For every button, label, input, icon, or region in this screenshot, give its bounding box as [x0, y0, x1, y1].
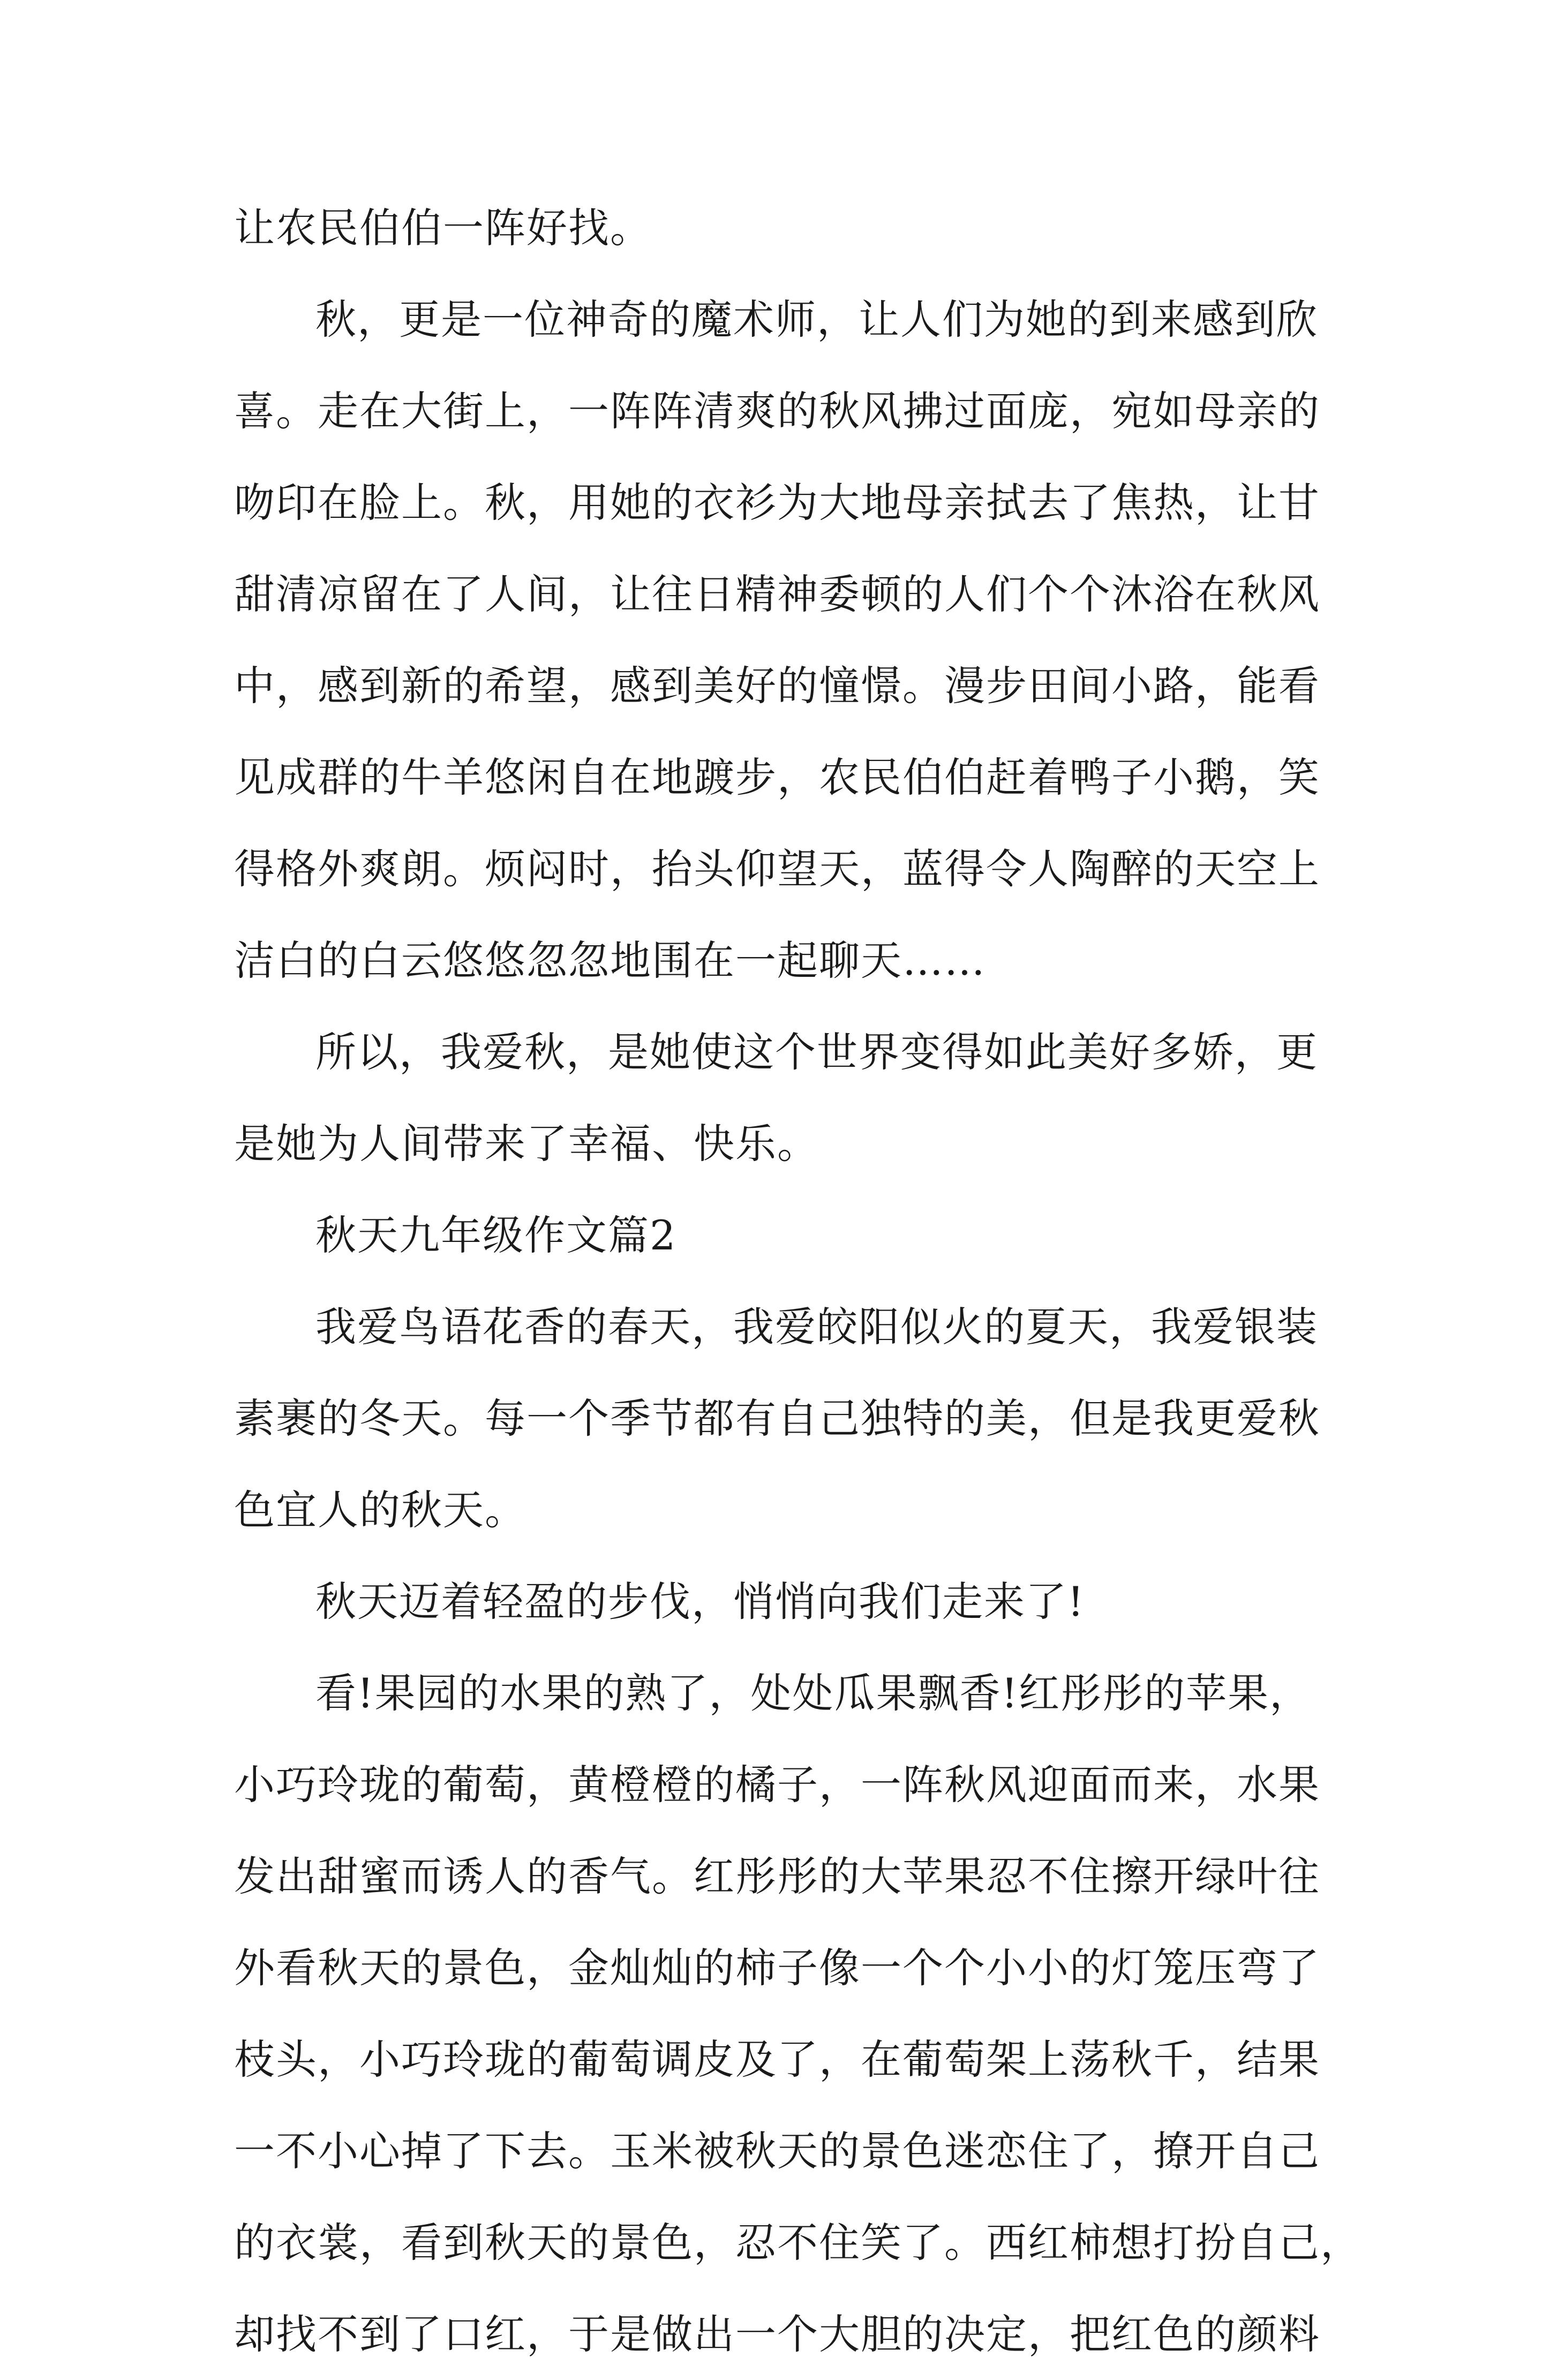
text-line: 素裹的冬天。每一个季节都有自己独特的美，但是我更爱秋 — [234, 1395, 1320, 1442]
text-line: 洁白的白云悠悠忽忽地围在一起聊天…… — [234, 937, 986, 984]
text-line: 秋，更是一位神奇的魔术师，让人们为她的到来感到欣 — [315, 296, 1318, 343]
text-line: 枝头，小巧玲珑的葡萄调皮及了，在葡萄架上荡秋千，结果 — [234, 2036, 1320, 2083]
text-line: 一不小心掉了下去。玉米被秋天的景色迷恋住了，撩开自己 — [234, 2127, 1320, 2175]
text-line: 外看秋天的景色，金灿灿的柿子像一个个小小的灯笼压弯了 — [234, 1944, 1320, 1992]
text-line: 吻印在脸上。秋，用她的衣衫为大地母亲拭去了焦热，让甘 — [234, 479, 1320, 526]
text-line: 是她为人间带来了幸福、快乐。 — [234, 1120, 819, 1168]
text-line: 色宜人的秋天。 — [234, 1486, 526, 1534]
text-line: 见成群的牛羊悠闲自在地踱步，农民伯伯赶着鸭子小鹅，笑 — [234, 754, 1320, 801]
text-line: 中，感到新的希望，感到美好的憧憬。漫步田间小路，能看 — [234, 662, 1320, 710]
text-line: 所以，我爱秋，是她使这个世界变得如此美好多娇，更 — [315, 1028, 1318, 1076]
text-line: 却找不到了口红，于是做出一个大胆的决定，把红色的颜料 — [234, 2310, 1320, 2358]
text-line: 小巧玲珑的葡萄，黄橙橙的橘子，一阵秋风迎面而来，水果 — [234, 1761, 1320, 1809]
text-line: 喜。走在大街上，一阵阵清爽的秋风拂过面庞，宛如母亲的 — [234, 387, 1320, 435]
text-line: 甜清凉留在了人间，让往日精神委顿的人们个个沐浴在秋风 — [234, 570, 1320, 618]
document-body — [234, 182, 1362, 2380]
text-line: 我爱鸟语花香的春天，我爱皎阳似火的夏天，我爱银装 — [315, 1303, 1318, 1351]
text-line: 秋天迈着轻盈的步伐，悄悄向我们走来了! — [315, 1578, 1085, 1625]
text-line: 让农民伯伯一阵好找。 — [234, 204, 652, 252]
text-line: 得格外爽朗。烦闷时，抬头仰望天，蓝得令人陶醉的天空上 — [234, 845, 1320, 893]
text-line: 的衣裳，看到秋天的景色，忍不住笑了。西红柿想打扮自己， — [234, 2219, 1362, 2266]
text-line: 发出甜蜜而诱人的香气。红彤彤的大苹果忍不住擦开绿叶往 — [234, 1852, 1320, 1900]
text-line: 看!果园的水果的熟了，处处瓜果飘香!红彤彤的苹果， — [315, 1669, 1312, 1717]
section-heading: 秋天九年级作文篇2 — [315, 1211, 677, 1259]
